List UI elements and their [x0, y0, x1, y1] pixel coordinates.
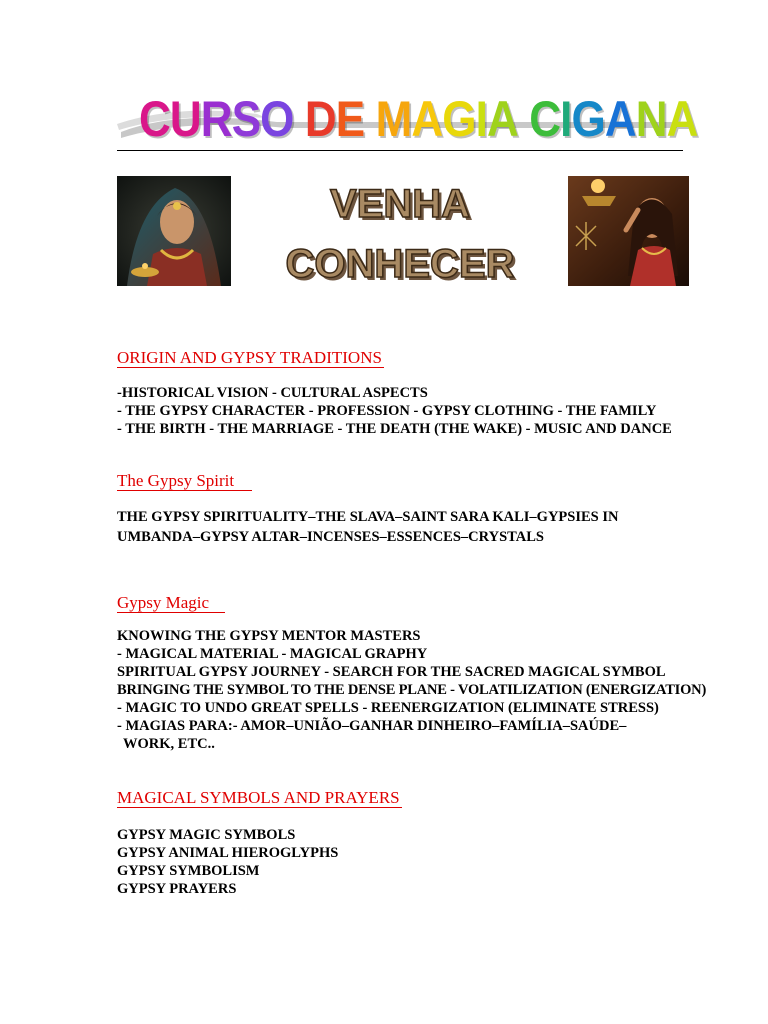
title-letter: G — [442, 91, 476, 147]
page-title — [117, 88, 698, 152]
title-letter: A — [666, 91, 698, 147]
list-item: THE GYPSY SPIRITUALITY–THE SLAVA–SAINT SARA KALI–GYPSIES IN — [117, 509, 619, 525]
title-letter: G — [571, 91, 605, 147]
list-item: UMBANDA–GYPSY ALTAR–INCENSES–ESSENCES–CRYSTALS — [117, 529, 544, 545]
list-item: KNOWING THE GYPSY MENTOR MASTERS — [117, 628, 421, 644]
section-heading-magic-text: Gypsy Magic — [117, 593, 225, 613]
title-letter — [518, 91, 529, 147]
banner-line-2: CONHECER — [285, 242, 515, 286]
gypsy-woman-photo-left — [117, 176, 231, 286]
title-letter: A — [486, 91, 518, 147]
title-letter: E — [335, 91, 365, 147]
list-item: GYPSY MAGIC SYMBOLS — [117, 827, 296, 843]
title-letter: A — [604, 91, 636, 147]
section-heading-origin-text: ORIGIN AND GYPSY TRADITIONS — [117, 348, 382, 367]
list-item: -HISTORICAL VISION - CULTURAL ASPECTS — [117, 385, 428, 401]
banner-line-1: VENHA — [329, 182, 471, 226]
section-heading-spirit — [117, 471, 252, 491]
title-letter: R — [200, 91, 232, 147]
section-heading-symbols — [117, 788, 402, 808]
title-letter — [364, 91, 375, 147]
title-letter: A — [411, 91, 443, 147]
title-letter: I — [560, 91, 572, 147]
title-letter: C — [139, 91, 170, 147]
section-list-origin — [117, 384, 672, 438]
list-item: - MAGIC TO UNDO GREAT SPELLS - REENERGIZATION (ELIMINATE STRESS) — [117, 700, 659, 716]
title-letter: M — [375, 91, 412, 147]
section-heading-origin — [117, 348, 384, 368]
list-item: - THE GYPSY CHARACTER - PROFESSION - GYPSY CLOTHING - THE FAMILY — [117, 403, 657, 419]
title-divider — [117, 150, 683, 151]
list-item: - THE BIRTH - THE MARRIAGE - THE DEATH (THE WAKE) - MUSIC AND DANCE — [117, 421, 672, 437]
title-text — [139, 90, 698, 148]
list-item: GYPSY ANIMAL HIEROGLYPHS — [117, 845, 339, 861]
section-heading-symbols-text: MAGICAL SYMBOLS AND PRAYERS — [117, 788, 400, 807]
title-letter: S — [231, 91, 261, 147]
list-item: SPIRITUAL GYPSY JOURNEY - SEARCH FOR THE SACRED MAGICAL SYMBOL — [117, 664, 666, 680]
list-item: WORK, ETC.. — [123, 736, 215, 752]
list-item: GYPSY PRAYERS — [117, 881, 237, 897]
section-list-magic — [117, 627, 706, 753]
title-letter: O — [260, 91, 294, 147]
list-item: GYPSY SYMBOLISM — [117, 863, 260, 879]
section-heading-magic — [117, 593, 225, 613]
list-item: - MAGICAL MATERIAL - MAGICAL GRAPHY — [117, 646, 428, 662]
title-letter: C — [529, 91, 561, 147]
list-item: - MAGIAS PARA:- AMOR–UNIÃO–GANHAR DINHEIRO–FAMÍLIA–SAÚDE– — [117, 718, 627, 734]
section-heading-spirit-text: The Gypsy Spirit — [117, 471, 252, 491]
title-letter — [294, 91, 305, 147]
section-list-spirit — [117, 507, 618, 547]
gypsy-woman-photo-right — [568, 176, 689, 286]
list-item: BRINGING THE SYMBOL TO THE DENSE PLANE - VOLATILIZATION (ENERGIZATION) — [117, 682, 707, 698]
section-list-symbols — [117, 826, 338, 898]
title-letter: D — [304, 91, 336, 147]
title-letter: N — [635, 91, 667, 147]
title-letter: I — [475, 91, 487, 147]
title-letter: U — [169, 91, 201, 147]
